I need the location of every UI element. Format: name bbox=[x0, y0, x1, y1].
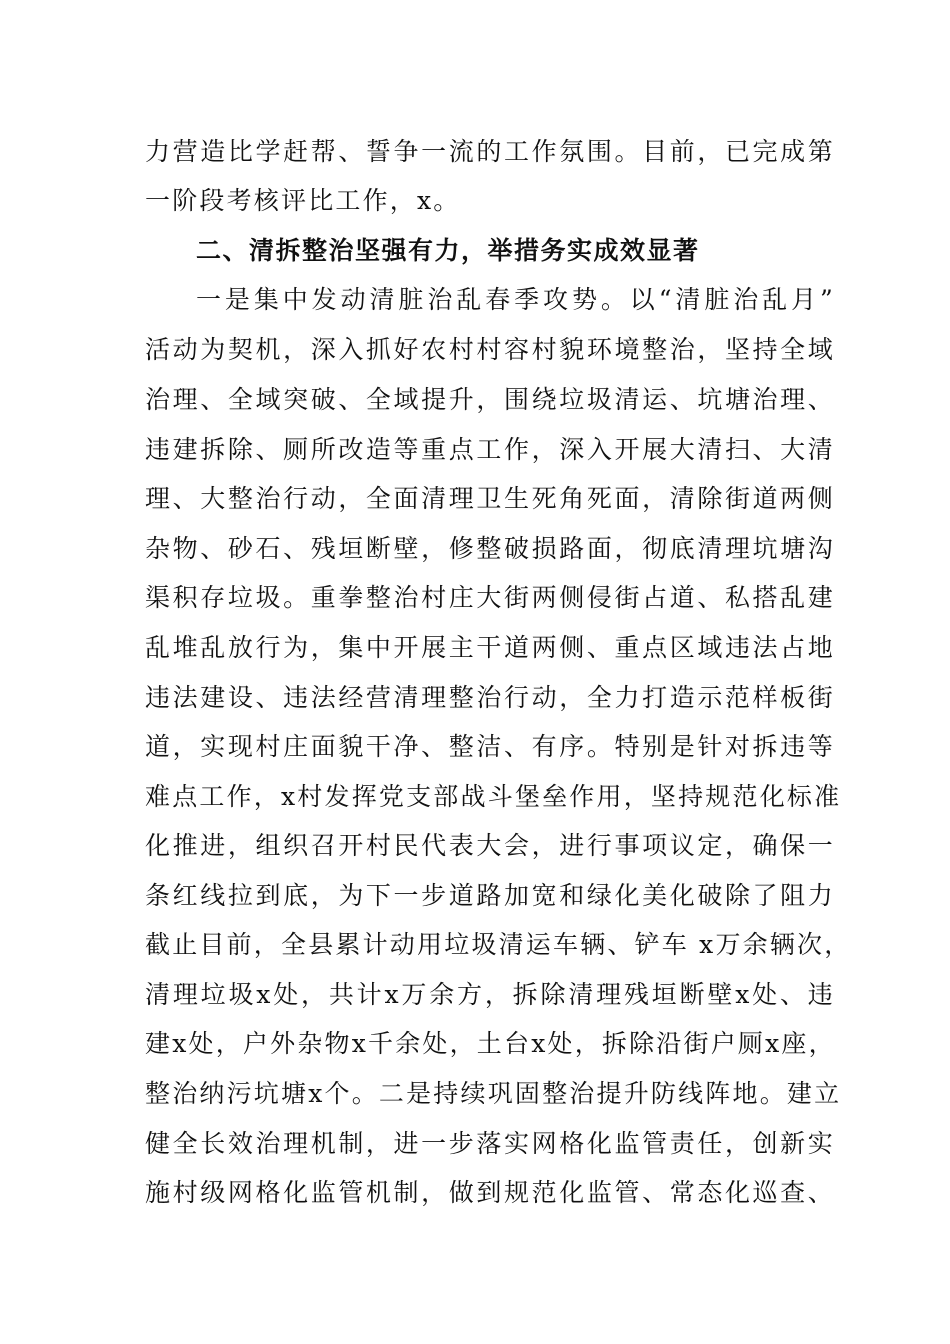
paragraph-line: 治理、全域突破、全域提升，围绕垃圾清运、坑塘治理、 bbox=[145, 385, 835, 414]
paragraph-line: 建x处，户外杂物x千余处，土台x处，拆除沿街户厕x座， bbox=[145, 1029, 836, 1058]
section-heading: 二、清拆整治坚强有力，举措务实成效显著 bbox=[196, 236, 700, 265]
paragraph-line: 健全长效治理机制，进一步落实网格化监管责任，创新实 bbox=[145, 1129, 835, 1158]
paragraph-line: 活动为契机，深入抓好农村村容村貌环境整治，坚持全域 bbox=[145, 335, 835, 364]
paragraph-line: 杂物、砂石、残垣断壁，修整破损路面，彻底清理坑塘沟 bbox=[145, 534, 835, 563]
paragraph-line: 化推进，组织召开村民代表大会，进行事项议定，确保一 bbox=[145, 831, 835, 860]
paragraph-line: 理、大整治行动，全面清理卫生死角死面，清除街道两侧 bbox=[145, 484, 835, 513]
paragraph-line: 违法建设、违法经营清理整治行动，全力打造示范样板街 bbox=[145, 683, 835, 712]
paragraph-line: 条红线拉到底，为下一步道路加宽和绿化美化破除了阻力 bbox=[145, 881, 835, 910]
paragraph-line: 违建拆除、厕所改造等重点工作，深入开展大清扫、大清 bbox=[145, 435, 835, 464]
paragraph-line: 截止目前，全县累计动用垃圾清运车辆、铲车 x万余辆次， bbox=[145, 930, 852, 959]
paragraph-line: 整治纳污坑塘x个。二是持续巩固整治提升防线阵地。建立 bbox=[145, 1079, 842, 1108]
paragraph-line: 清理垃圾x处，共计x万余方，拆除清理残垣断壁x处、违 bbox=[145, 980, 835, 1009]
paragraph-line: 力营造比学赶帮、誓争一流的工作氛围。目前，已完成第 bbox=[145, 137, 835, 166]
paragraph-line: 难点工作，x村发挥党支部战斗堡垒作用，坚持规范化标准 bbox=[145, 782, 842, 811]
paragraph-line: 乱堆乱放行为，集中开展主干道两侧、重点区域违法占地 bbox=[145, 633, 835, 662]
paragraph-line: 施村级网格化监管机制，做到规范化监管、常态化巡查、 bbox=[145, 1178, 835, 1207]
paragraph-line: 一阶段考核评比工作，x。 bbox=[145, 186, 461, 215]
paragraph-line: 道，实现村庄面貌干净、整洁、有序。特别是针对拆违等 bbox=[145, 732, 835, 761]
paragraph-line: 渠积存垃圾。重拳整治村庄大街两侧侵街占道、私搭乱建 bbox=[145, 583, 835, 612]
paragraph-line: 一是集中发动清脏治乱春季攻势。以“清脏治乱月” bbox=[196, 285, 835, 314]
